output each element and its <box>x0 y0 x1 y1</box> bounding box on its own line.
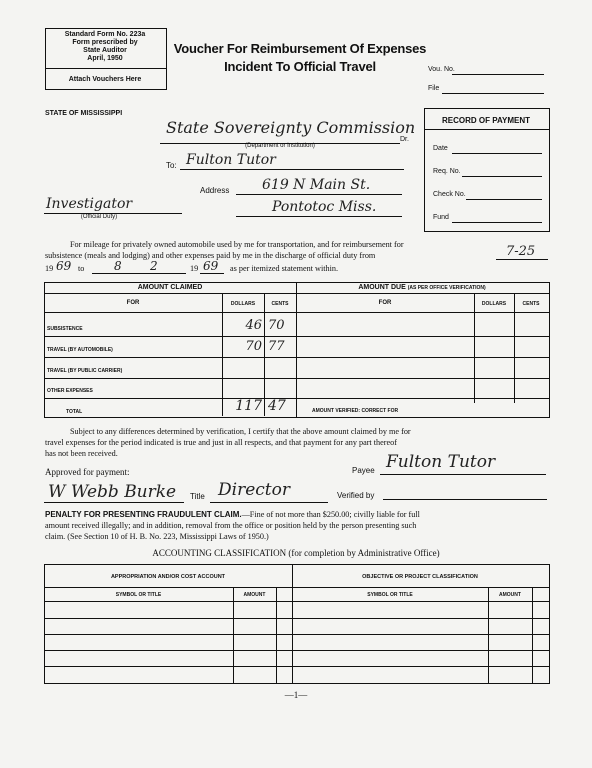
claimed-col-cents: CENTS <box>271 301 289 307</box>
department-suffix: Dr. <box>400 136 409 143</box>
penalty-line-1 <box>45 510 420 519</box>
department-value: State Sovereignty Commission <box>166 118 416 137</box>
mileage-line-1: For mileage for privately owned automobile used by me for transportation, and for reimbursement for <box>70 240 404 249</box>
record-check-no-label: Check No. <box>433 191 466 198</box>
due-col-dollars: DOLLARS <box>481 301 507 307</box>
year1-prefix: 19 <box>45 264 54 273</box>
mileage-suffix: as per itemized statement within. <box>230 264 338 273</box>
file-label: File <box>428 85 440 92</box>
certification-line-3: has not been received. <box>45 449 118 458</box>
record-date-label: Date <box>433 145 448 152</box>
title-line-2: Incident To Official Travel <box>224 59 376 74</box>
penalty-text-1: —Fine of not more than $250.00; civilly liable for full <box>241 510 420 519</box>
mileage-from-value: 7-25 <box>506 244 536 259</box>
claimed-col-for: FOR <box>126 300 140 306</box>
to-value: Fulton Tutor <box>186 152 276 168</box>
row-total-dollars: 117 <box>235 398 262 414</box>
penalty-line-3: claim. (See Section 10 of H. B. No. 223, Mississippi Laws of 1950.) <box>45 532 269 541</box>
title-value: Director <box>218 480 290 500</box>
form-line: State Auditor <box>83 47 127 54</box>
address-line-1: 619 N Main St. <box>262 177 371 193</box>
right-symbol-header: SYMBOL OR TITLE <box>367 592 413 598</box>
row-travel-auto-cents: 77 <box>268 339 285 354</box>
form-info-text <box>45 31 165 63</box>
mileage-line-2: subsistence (meals and lodging) and other expenses paid by me in the discharge of official duty from <box>45 251 376 260</box>
to-label: To: <box>166 161 177 170</box>
certification-line-2: travel expenses for the period indicated is true and just in all respects, and that payment for any part thereof <box>45 438 397 447</box>
official-duty-value: Investigator <box>46 196 133 212</box>
official-duty-caption: (Official Duty) <box>80 214 118 220</box>
penalty-line-2: amount received illegally; and in addition, removal from the office or position held by the person presenting such <box>45 521 417 530</box>
penalty-heading: PENALTY FOR PRESENTING FRAUDULENT CLAIM. <box>45 510 242 519</box>
payee-label: Payee <box>352 466 375 475</box>
title-line-1: Voucher For Reimbursement Of Expenses <box>173 41 427 56</box>
attach-vouchers-label: Attach Vouchers Here <box>68 76 142 83</box>
accounting-right-header: OBJECTIVE OR PROJECT CLASSIFICATION <box>362 574 478 580</box>
row-subsistence-dollars: 46 <box>245 318 262 333</box>
to-day: 2 <box>150 259 158 273</box>
row-total-label: TOTAL <box>66 409 83 415</box>
accounting-left-header: APPROPRIATION AND/OR COST ACCOUNT <box>110 574 226 580</box>
title-label: Title <box>190 492 205 501</box>
address-label: Address <box>200 186 230 195</box>
record-of-payment-title: RECORD OF PAYMENT <box>441 116 530 125</box>
amount-due-title: AMOUNT DUE <box>358 284 406 291</box>
due-col-cents: CENTS <box>522 301 540 307</box>
row-travel-public-label: TRAVEL (BY PUBLIC CARRIER) <box>47 368 123 374</box>
due-col-for: FOR <box>378 300 392 306</box>
year1-value: 69 <box>56 259 72 273</box>
claimed-col-dollars: DOLLARS <box>230 301 256 307</box>
right-amount-header: AMOUNT <box>499 592 521 598</box>
form-line: Form prescribed by <box>72 39 138 46</box>
form-title <box>150 40 450 76</box>
record-fund-label: Fund <box>433 214 449 221</box>
left-symbol-header: SYMBOL OR TITLE <box>115 592 162 598</box>
amount-claimed-title: AMOUNT CLAIMED <box>137 284 203 291</box>
row-other-label: OTHER EXPENSES <box>47 388 93 394</box>
year2-value: 69 <box>203 259 219 273</box>
form-line: Standard Form No. 223a <box>64 31 146 38</box>
approved-signature: W Webb Burke <box>48 482 177 502</box>
record-req-no-label: Req. No. <box>433 168 461 175</box>
state-label: STATE OF MISSISSIPPI <box>45 110 123 117</box>
to-word: to <box>78 264 85 273</box>
payee-signature: Fulton Tutor <box>386 452 496 472</box>
approved-label: Approved for payment: <box>45 467 130 477</box>
row-total-cents: 47 <box>268 398 286 414</box>
amount-verified-label: AMOUNT VERIFIED: CORRECT FOR <box>312 408 399 414</box>
verified-by-label: Verified by <box>337 491 375 500</box>
form-line: April, 1950 <box>87 55 123 62</box>
row-subsistence-label: SUBSISTENCE <box>47 326 83 332</box>
address-line-2: Pontotoc Miss. <box>272 199 377 215</box>
year2-prefix: 19 <box>190 264 199 273</box>
amount-due-note: (AS PER OFFICE VERIFICATION) <box>407 285 486 291</box>
row-travel-auto-dollars: 70 <box>245 339 262 354</box>
to-month: 8 <box>114 259 122 273</box>
row-travel-auto-label: TRAVEL (BY AUTOMOBILE) <box>47 347 113 353</box>
page-number: —1— <box>284 690 308 700</box>
vou-no-label: Vou. No. <box>428 66 455 73</box>
left-amount-header: AMOUNT <box>243 592 266 598</box>
amount-due-header <box>296 284 548 291</box>
department-caption: (Department or Institution) <box>245 143 315 149</box>
accounting-title: ACCOUNTING CLASSIFICATION (for completion by Administrative Office) <box>152 548 440 558</box>
certification-line-1: Subject to any differences determined by verification, I certify that the above amount claimed by me for <box>70 427 411 436</box>
row-subsistence-cents: 70 <box>268 318 285 333</box>
